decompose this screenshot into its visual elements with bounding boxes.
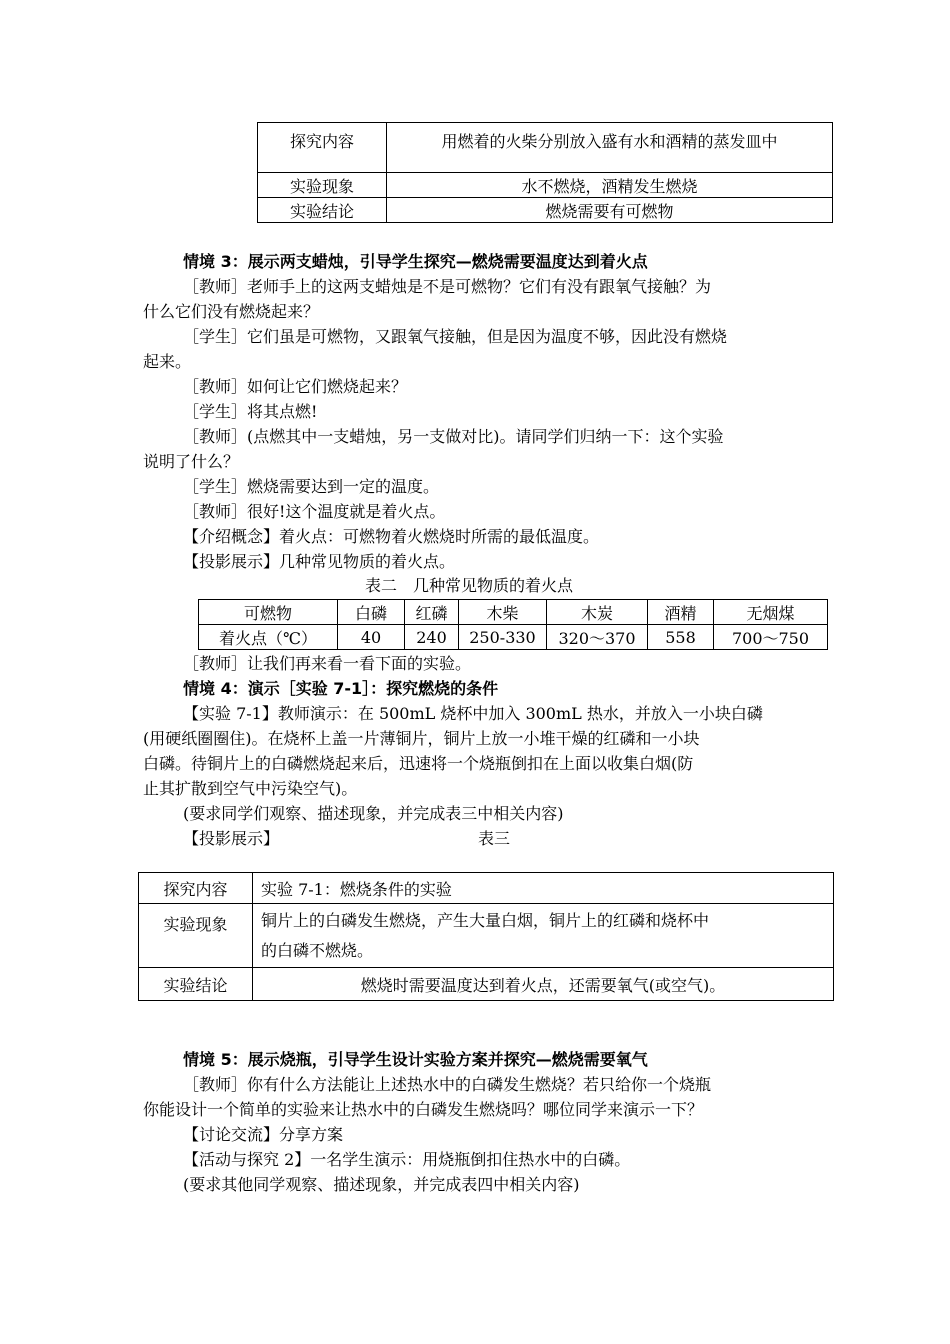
row-label: 实验结论 [258,198,387,223]
section-heading: 情境 3：展示两支蜡烛，引导学生探究—燃烧需要温度达到着火点 [183,252,648,271]
paragraph: 【介绍概念】着火点：可燃物着火燃烧时所需的最低温度。 [183,527,600,546]
paragraph: 【投影展示】 [183,829,280,848]
row-value: 用燃着的火柴分别放入盛有水和酒精的蒸发皿中 [387,123,833,173]
paragraph: ［教师］让我们再来看一看下面的实验。 [183,654,472,673]
data-cell: 240 [405,625,459,650]
table-row [139,904,834,968]
data-cell: 40 [338,625,405,650]
row-label: 实验现象 [139,904,253,968]
row-value: 燃烧需要有可燃物 [387,198,833,223]
table-row [199,600,828,625]
table-row [139,873,834,904]
table-experiment-7-1 [138,872,834,1001]
data-cell: 558 [648,625,714,650]
header-cell: 无烟煤 [714,600,828,625]
paragraph: ［学生］燃烧需要达到一定的温度。 [183,477,440,496]
table-row [199,625,828,650]
row-value: 实验 7-1：燃烧条件的实验 [253,873,834,904]
paragraph: ［教师］老师手上的这两支蜡烛是不是可燃物？它们有没有跟氧气接触？为 [183,277,712,296]
paragraph: ［学生］将其点燃! [183,402,318,421]
paragraph: (要求同学们观察、描述现象，并完成表三中相关内容) [183,804,564,823]
paragraph: 【投影展示】几种常见物质的着火点。 [183,552,456,571]
paragraph: 【活动与探究 2】一名学生演示：用烧瓶倒扣住热水中的白磷。 [183,1150,631,1169]
table-caption: 表三 [478,829,511,848]
paragraph: 什么它们没有燃烧起来？ [143,302,320,321]
header-cell: 木柴 [459,600,547,625]
data-cell: 着火点（℃） [199,625,338,650]
header-cell: 可燃物 [199,600,338,625]
header-cell: 木炭 [547,600,648,625]
row-value-line: 铜片上的白磷发生燃烧，产生大量白烟，铜片上的红磷和烧杯中 [261,910,710,930]
paragraph: ［教师］(点燃其中一支蜡烛，另一支做对比)。请同学们归纳一下：这个实验 [183,427,724,446]
row-value-line: 的白磷不燃烧。 [261,940,374,960]
paragraph: 你能设计一个简单的实验来让热水中的白磷发生燃烧吗？哪位同学来演示一下？ [143,1100,704,1119]
paragraph: ［学生］它们虽是可燃物，又跟氧气接触，但是因为温度不够，因此没有燃烧 [183,327,728,346]
table-combustible-experiment [257,122,833,223]
section-heading: 情境 4：演示［实验 7-1］：探究燃烧的条件 [183,679,499,698]
paragraph: 起来。 [143,352,192,371]
paragraph: 【讨论交流】分享方案 [183,1125,344,1144]
row-value: 水不燃烧，酒精发生燃烧 [387,173,833,198]
table-row [139,968,834,1001]
paragraph: ［教师］很好!这个温度就是着火点。 [183,502,446,521]
paragraph: 说明了什么？ [143,452,240,471]
table-row [258,123,833,173]
header-cell: 酒精 [648,600,714,625]
data-cell: 320～370 [547,625,648,650]
paragraph: (要求其他同学观察、描述现象，并完成表四中相关内容) [183,1175,580,1194]
paragraph: ［教师］如何让它们燃烧起来？ [183,377,408,396]
row-value: 燃烧时需要温度达到着火点，还需要氧气(或空气)。 [253,968,834,1001]
paragraph: 止其扩散到空气中污染空气)。 [143,779,358,798]
data-cell: 250-330 [459,625,547,650]
table-ignition-points [198,599,828,650]
paragraph: (用硬纸圈圈住)。在烧杯上盖一片薄铜片，铜片上放一小堆干燥的红磷和一小块 [143,729,700,748]
table-caption: 表二 几种常见物质的着火点 [365,576,574,595]
row-label: 探究内容 [258,123,387,173]
row-label: 探究内容 [139,873,253,904]
table-row [258,198,833,223]
row-label: 实验结论 [139,968,253,1001]
row-value [253,904,834,968]
data-cell: 700～750 [714,625,828,650]
header-cell: 白磷 [338,600,405,625]
paragraph: 白磷。待铜片上的白磷燃烧起来后，迅速将一个烧瓶倒扣在上面以收集白烟(防 [143,754,694,773]
paragraph: ［教师］你有什么方法能让上述热水中的白磷发生燃烧？若只给你一个烧瓶 [183,1075,712,1094]
row-label: 实验现象 [258,173,387,198]
section-heading: 情境 5：展示烧瓶，引导学生设计实验方案并探究—燃烧需要氧气 [183,1050,648,1069]
table-row [258,173,833,198]
header-cell: 红磷 [405,600,459,625]
paragraph: 【实验 7-1】教师演示：在 500mL 烧杯中加入 300mL 热水，并放入一小块白磷 [183,704,763,723]
